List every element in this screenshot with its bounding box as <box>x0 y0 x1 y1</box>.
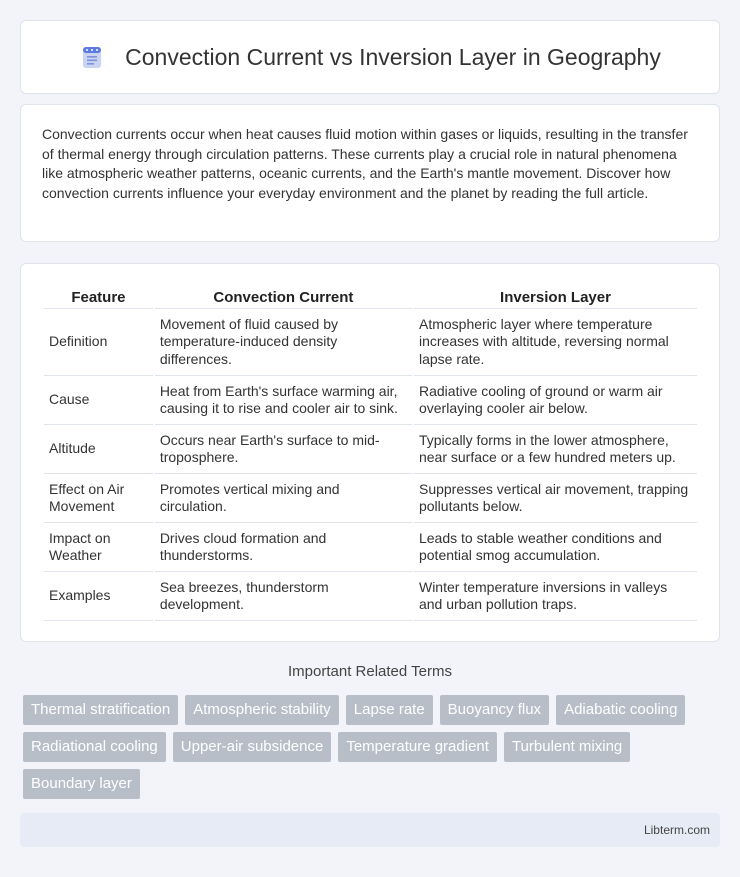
related-terms-title: Important Related Terms <box>288 663 452 680</box>
inversion-cell: Suppresses vertical air movement, trapping pollutants below. <box>414 474 697 523</box>
header-card <box>20 20 720 94</box>
convection-cell: Heat from Earth's surface warming air, causing it to rise and cooler air to sink. <box>155 376 412 425</box>
feature-cell: Definition <box>44 309 153 376</box>
title-wrap <box>79 44 661 71</box>
convection-cell: Sea breezes, thunderstorm development. <box>155 572 412 621</box>
table-row <box>44 309 697 376</box>
feature-cell: Cause <box>44 376 153 425</box>
feature-cell: Examples <box>44 572 153 621</box>
comparison-table <box>42 286 699 621</box>
feature-cell: Effect on Air Movement <box>44 474 153 523</box>
table-row <box>44 376 697 425</box>
related-term-tag[interactable]: Atmospheric stability <box>185 695 339 725</box>
convection-cell: Drives cloud formation and thunderstorms. <box>155 523 412 572</box>
related-term-tag[interactable]: Turbulent mixing <box>504 732 630 762</box>
inversion-cell: Atmospheric layer where temperature increases with altitude, reversing normal lapse rate. <box>414 309 697 376</box>
feature-cell: Altitude <box>44 425 153 474</box>
convection-cell: Promotes vertical mixing and circulation. <box>155 474 412 523</box>
table-row <box>44 425 697 474</box>
table-row <box>44 474 697 523</box>
header-convection-current: Convection Current <box>155 286 412 309</box>
related-term-tag[interactable]: Lapse rate <box>346 695 433 725</box>
related-terms-list <box>23 695 713 806</box>
inversion-cell: Winter temperature inversions in valleys and urban pollution traps. <box>414 572 697 621</box>
footer <box>20 813 720 847</box>
convection-cell: Occurs near Earth's surface to mid-troposphere. <box>155 425 412 474</box>
feature-cell: Impact on Weather <box>44 523 153 572</box>
comparison-card <box>20 263 720 642</box>
page-title: Convection Current vs Inversion Layer in Geography <box>125 43 661 70</box>
header-inversion-layer: Inversion Layer <box>414 286 697 309</box>
table-header-row <box>44 286 697 309</box>
inversion-cell: Leads to stable weather conditions and potential smog accumulation. <box>414 523 697 572</box>
inversion-cell: Typically forms in the lower atmosphere, near surface or a few hundred meters up. <box>414 425 697 474</box>
table-row <box>44 572 697 621</box>
related-term-tag[interactable]: Temperature gradient <box>338 732 497 762</box>
convection-cell: Movement of fluid caused by temperature-induced density differences. <box>155 309 412 376</box>
footer-site-link[interactable]: Libterm.com <box>643 823 710 837</box>
intro-text: Convection currents occur when heat causes fluid motion within gases or liquids, resulting in the transfer of thermal energy through circulation patterns. These currents play a crucial role in natural phenomena like atmospheric weather patterns, oceanic currents, and the Earth's mantle movement. Discover how convection currents influence your everyday environment and the planet by reading the full article. <box>42 126 688 201</box>
header-feature: Feature <box>44 286 153 309</box>
related-term-tag[interactable]: Buoyancy flux <box>440 695 549 725</box>
related-term-tag[interactable]: Radiational cooling <box>23 732 166 762</box>
inversion-cell: Radiative cooling of ground or warm air overlaying cooler air below. <box>414 376 697 425</box>
table-row <box>44 523 697 572</box>
document-icon <box>79 44 105 70</box>
related-term-tag[interactable]: Adiabatic cooling <box>556 695 685 725</box>
related-term-tag[interactable]: Boundary layer <box>23 769 140 799</box>
related-term-tag[interactable]: Thermal stratification <box>23 695 178 725</box>
related-term-tag[interactable]: Upper-air subsidence <box>173 732 332 762</box>
intro-card <box>20 104 720 242</box>
